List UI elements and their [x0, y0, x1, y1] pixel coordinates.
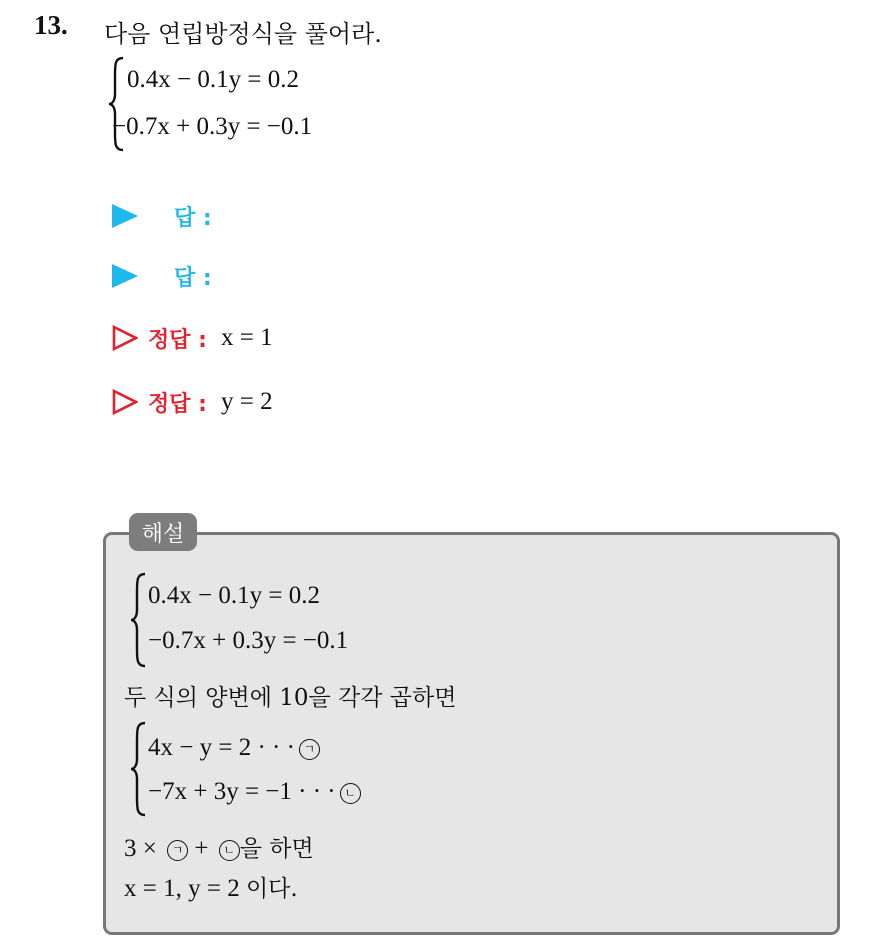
solution-equation-1: 0.4x − 0.1y = 0.2 [148, 582, 320, 609]
correct-answer-label: 정답 : [148, 327, 207, 353]
play-triangle-filled-icon [112, 204, 138, 228]
combo-suffix: 을 하면 [239, 836, 314, 862]
circled-mark-2: ㄴ [219, 840, 240, 861]
answer-label: 답 : [174, 205, 212, 231]
solution-combination-line [124, 830, 314, 863]
solution-step-text: 두 식의 양변에 10을 각각 곱하면 [124, 685, 457, 711]
circled-mark-2: ㄴ [340, 783, 361, 804]
correct-answer-value: y = 2 [220, 388, 273, 415]
result-math: x = 1, y = 2 [124, 875, 240, 902]
question-equation-2: −0.7x + 0.3y = −0.1 [112, 113, 313, 140]
play-triangle-outline-icon [112, 325, 138, 351]
question-number: 13. [34, 10, 68, 40]
answer-row-2 [112, 258, 212, 294]
solution-tag: 해설 [129, 513, 197, 551]
combo-plus: + [194, 835, 209, 862]
question-text: 다음 연립방정식을 풀어라. [104, 20, 382, 48]
correct-answer-row-1 [112, 320, 273, 356]
solution-system2-brace [129, 721, 147, 817]
answer-row-1 [112, 198, 212, 234]
question-equation-1: 0.4x − 0.1y = 0.2 [127, 66, 299, 93]
result-suffix: 이다. [245, 876, 298, 902]
circled-mark-1: ㄱ [167, 840, 188, 861]
solution-result-line [124, 870, 298, 903]
circled-mark-1: ㄱ [299, 739, 320, 760]
answer-label: 답 : [174, 265, 212, 291]
play-triangle-outline-icon [112, 389, 138, 415]
solution-equation-3 [148, 734, 320, 762]
solution-system1-brace [129, 572, 147, 668]
solution-equation-2: −0.7x + 0.3y = −0.1 [148, 627, 349, 654]
correct-answer-row-2 [112, 384, 273, 420]
play-triangle-filled-icon [112, 264, 138, 288]
equation-text: 4x − y = 2 · · · [148, 734, 295, 761]
equation-text: −7x + 3y = −1 · · · [148, 778, 336, 805]
correct-answer-value: x = 1 [220, 324, 273, 351]
solution-equation-4 [148, 778, 361, 806]
correct-answer-label: 정답 : [148, 391, 207, 417]
combo-prefix: 3 × [124, 835, 157, 862]
